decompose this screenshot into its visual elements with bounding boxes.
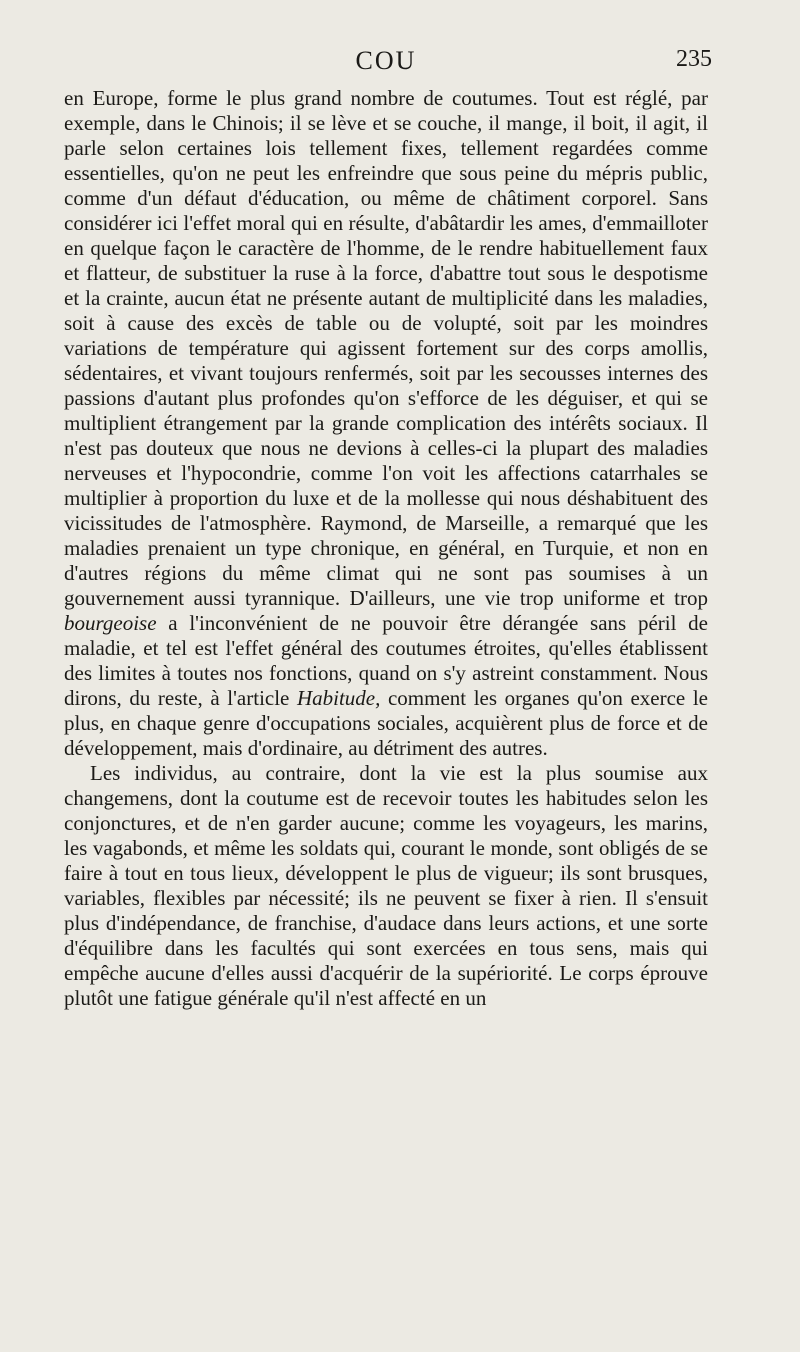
paragraph-2: Les individus, au contraire, dont la vie est la plus soumise aux changemens, dont la coutume est de recevoir toutes les habitudes selon les conjonctures, et de n'en garder aucune; comme les voyageurs, les marins, les vagabonds, et même les soldats qui, courant le monde, sont obligés de se faire à tout en tous lieux, développent le plus de vigueur; ils sont brusques, variables, flexibles par nécessité; ils ne peuvent se fixer à rien. Il s'ensuit plus d'indépendance, de franchise, d'audace dans leurs actions, et une sorte d'équilibre dans les facultés qui sont exercées en tous sens, mais qui empêche aucune d'elles aussi d'acquérir de la supériorité. Le corps éprouve plutôt une fatigue générale qu'il n'est affecté en un [64,761,708,1010]
paragraph-1-text-c: comment les organes qu'on exerce le plus, en chaque genre d'occupations sociales, acquièrent plus de force et de développement, mais d'ordinaire, au détriment des autres. [64,686,708,760]
italic-term-habitude: Habitude, [296,686,381,710]
running-title: COU [355,46,417,75]
page-number: 235 [676,46,712,72]
paragraph-1 [64,86,708,761]
paragraph-1-text-b: a l'inconvénient de ne pouvoir être dérangée sans péril de maladie, et tel est l'effet général des coutumes étroites, qu'elles établissent des limites à toutes nos fonctions, quand on s'y astreint constamment. Nous dirons, du reste, à l'article [64,611,708,710]
running-head [64,46,712,86]
body-text [64,86,708,1011]
paragraph-1-text-a: en Europe, forme le plus grand nombre de coutumes. Tout est réglé, par exemple, dans le Chinois; il se lève et se couche, il mange, il boit, il agit, il parle selon certaines lois tellement fixes, tellement regardées comme essentielles, qu'on ne peut les enfreindre que sous peine du mépris public, comme d'un défaut d'éducation, ou même de châtiment corporel. Sans considérer ici l'effet moral qui en résulte, d'abâtardir les ames, d'emmailloter en quelque façon le caractère de l'homme, de le rendre habituellement faux et flatteur, de substituer la ruse à la force, d'abattre tout sous le despotisme et la crainte, aucun état ne présente autant de multiplicité dans les maladies, soit à cause des excès de table ou de volupté, soit par les moindres variations de température qui agissent fortement sur des corps amollis, sédentaires, et vivant toujours renfermés, soit par les secousses internes des passions d'autant plus profondes qu'on s'efforce de les déguiser, et qui se multiplient étrangement par la grande complication des intérêts sociaux. Il n'est pas douteux que nous ne devions à celles-ci la plupart des maladies nerveuses et l'hypocondrie, comme l'on voit les affections catarrhales se multiplier à proportion du luxe et de la mollesse qui nous déshabituent des vicissitudes de l'atmosphère. Raymond, de Marseille, a remarqué que les maladies prenaient un type chronique, en général, en Turquie, et non en d'autres régions du même climat qui ne sont pas soumises à un gouvernement aussi tyrannique. D'ailleurs, une vie trop uniforme et trop [64,86,708,610]
italic-term-bourgeoise: bourgeoise [64,611,157,635]
